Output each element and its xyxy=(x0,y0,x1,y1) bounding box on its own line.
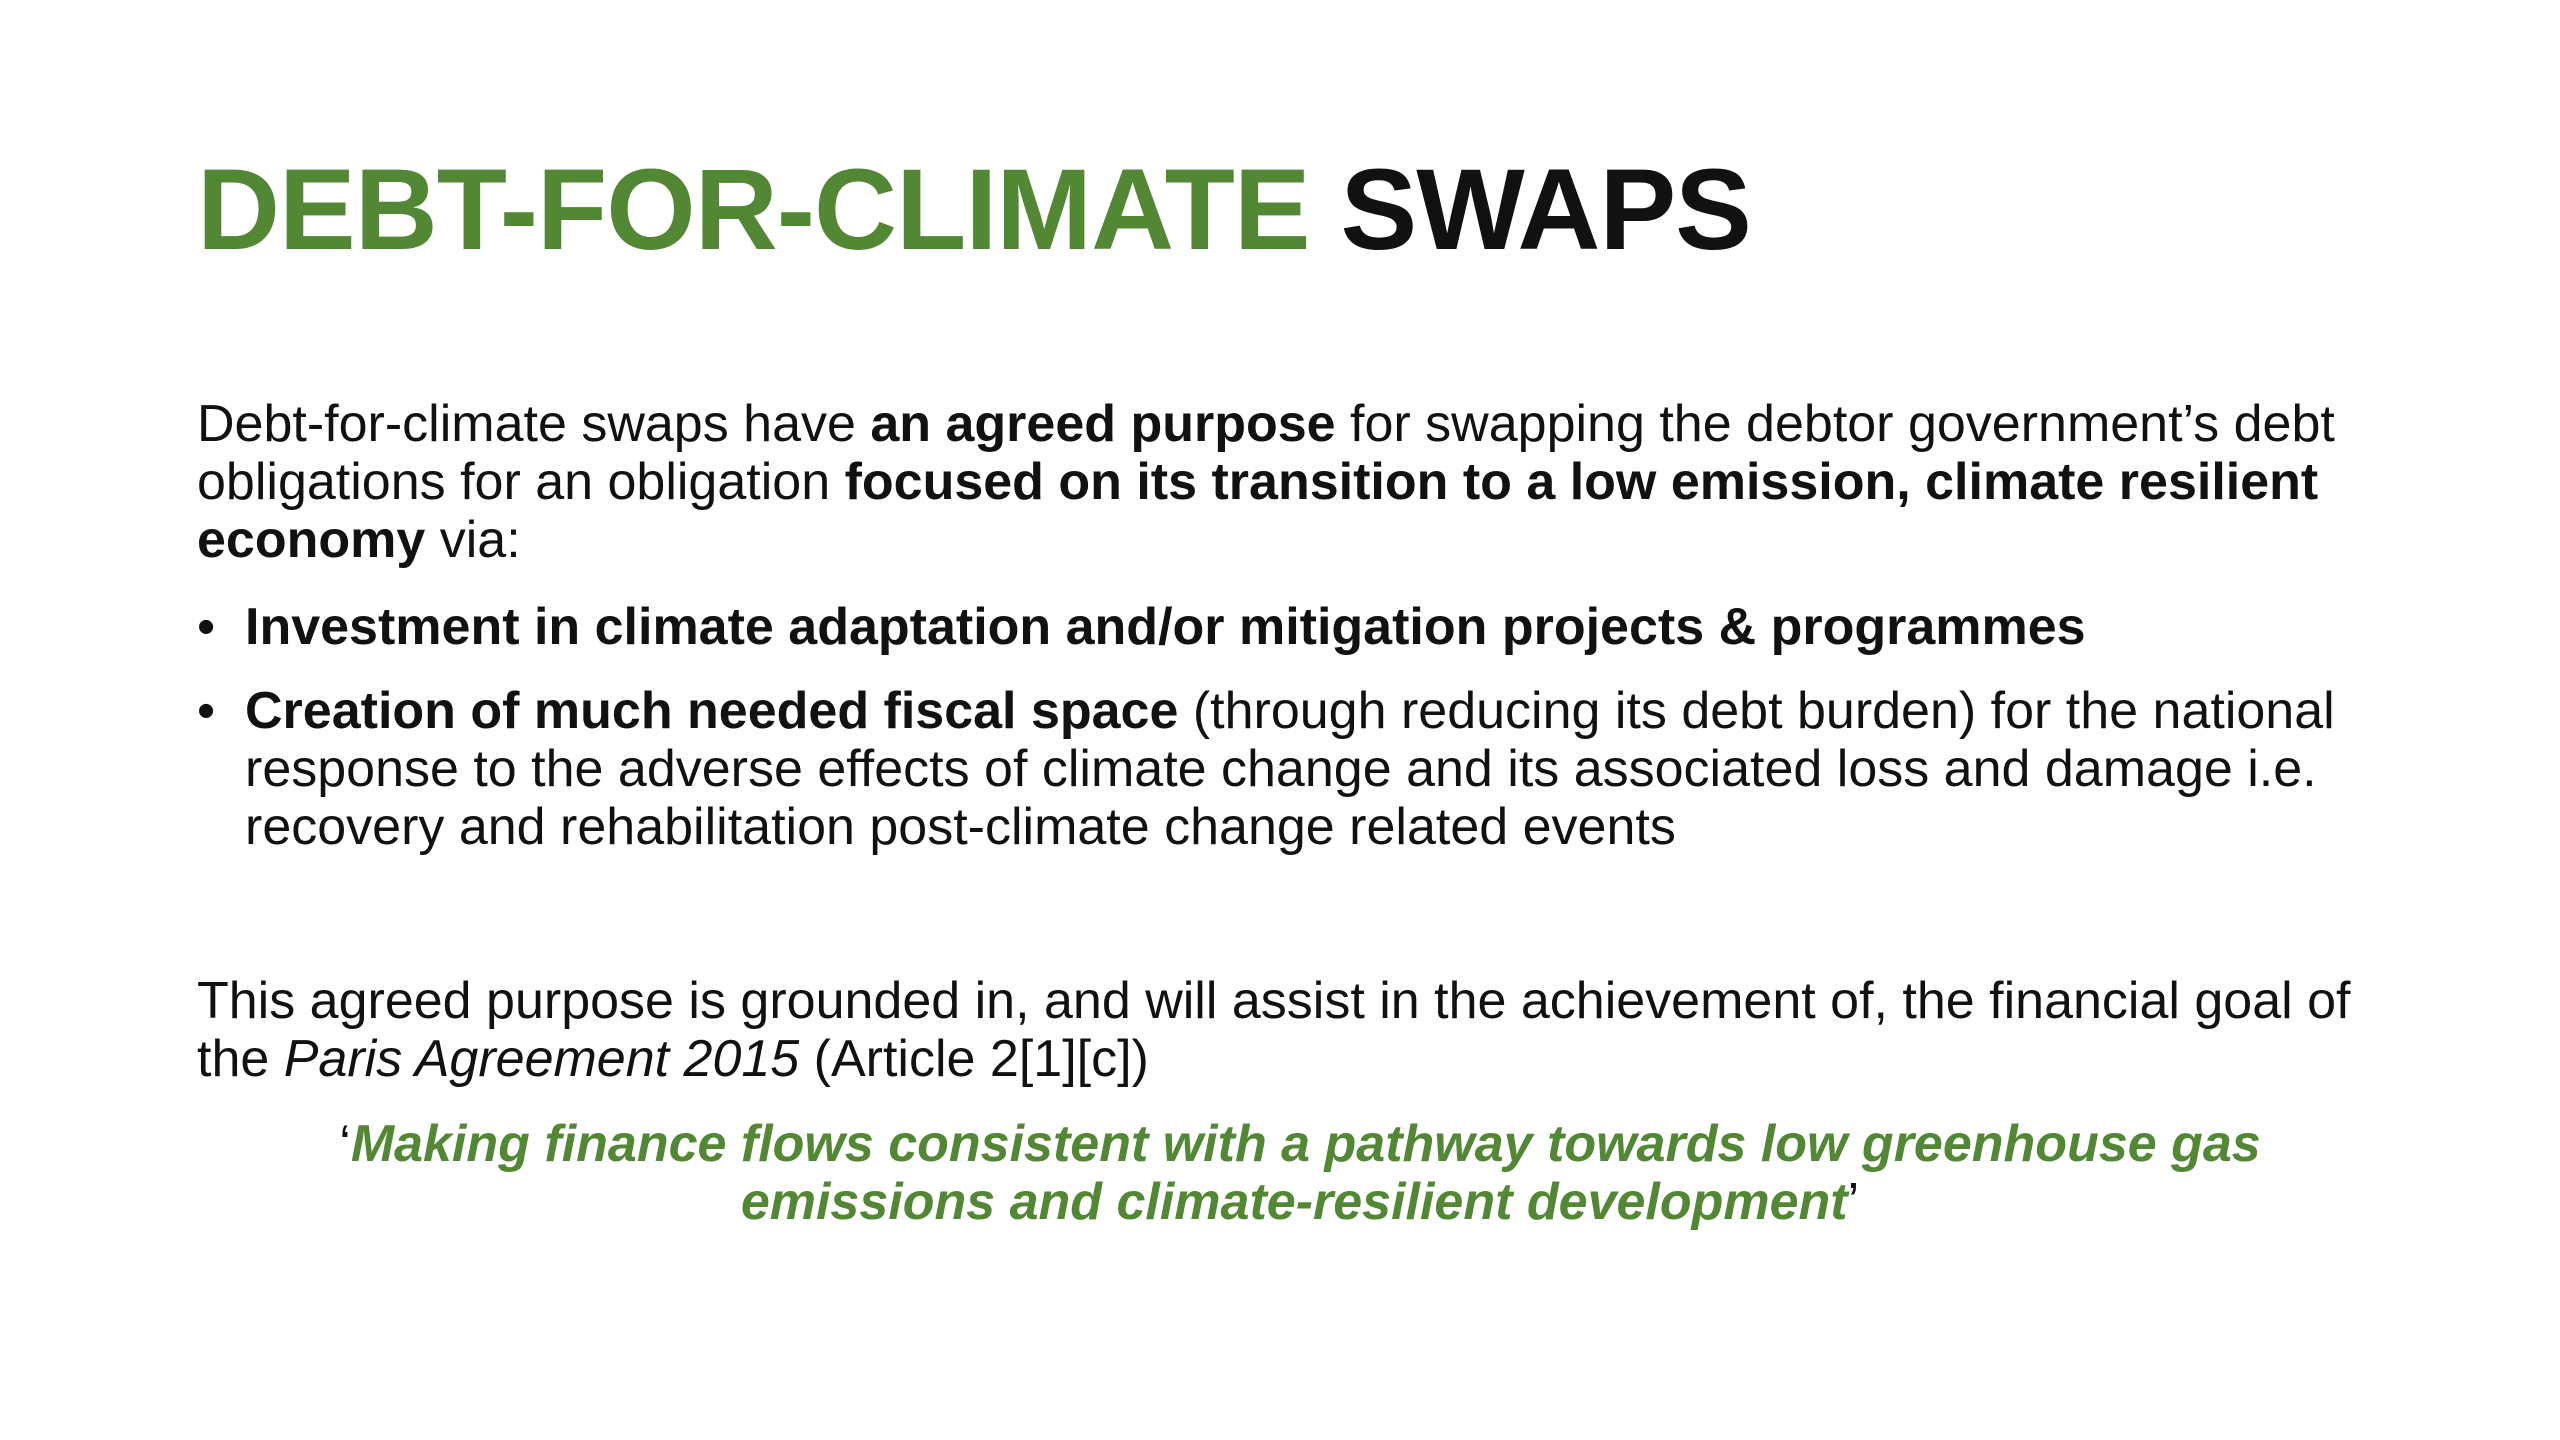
title-black-part: SWAPS xyxy=(1340,146,1751,274)
grounding-text-2: (Article 2[1][c]) xyxy=(799,1030,1149,1088)
bullet-item-investment xyxy=(197,598,2397,656)
bullet-item-fiscal-space xyxy=(197,682,2397,856)
intro-text-1: Debt-for-climate swaps have xyxy=(197,395,871,453)
intro-bold-1: an agreed purpose xyxy=(870,395,1336,453)
bullet-bold-text: Investment in climate adaptation and/or mitigation projects & programmes xyxy=(245,598,2086,656)
grounding-italic: Paris Agreement 2015 xyxy=(283,1030,800,1088)
grounding-text-1: This agreed purpose is grounded in, and will assist in the achievement of, the financial goal of the xyxy=(197,972,2351,1088)
quote-text: Making finance flows consistent with a pathway towards low greenhouse gas emissions and climate-resilient development xyxy=(350,1115,2261,1231)
paris-agreement-quote xyxy=(250,1115,2350,1231)
bullet-list xyxy=(197,598,2397,882)
quote-close-mark: ’ xyxy=(1847,1173,1860,1231)
bullet-dot: • xyxy=(197,598,216,656)
intro-text-2: for swapping the debtor government’s debt obligations for an obligation xyxy=(197,395,2335,511)
intro-paragraph xyxy=(197,395,2397,569)
grounding-paragraph xyxy=(197,972,2397,1088)
title-green-part: DEBT-FOR-CLIMATE xyxy=(197,146,1310,274)
bullet-rest-text: (through reducing its debt burden) for the national response to the adverse effects of climate change and its associated loss and damage i.e. recovery and rehabilitation post-climate change related events xyxy=(245,682,2335,856)
quote-open-mark: ‘ xyxy=(339,1115,351,1173)
intro-text-3: via: xyxy=(425,511,521,569)
slide-title xyxy=(197,145,1751,275)
intro-bold-2: focused on its transition to a low emission, climate resilient economy xyxy=(197,453,2319,569)
bullet-bold-text: Creation of much needed fiscal space xyxy=(245,682,1179,740)
bullet-dot: • xyxy=(197,682,216,740)
